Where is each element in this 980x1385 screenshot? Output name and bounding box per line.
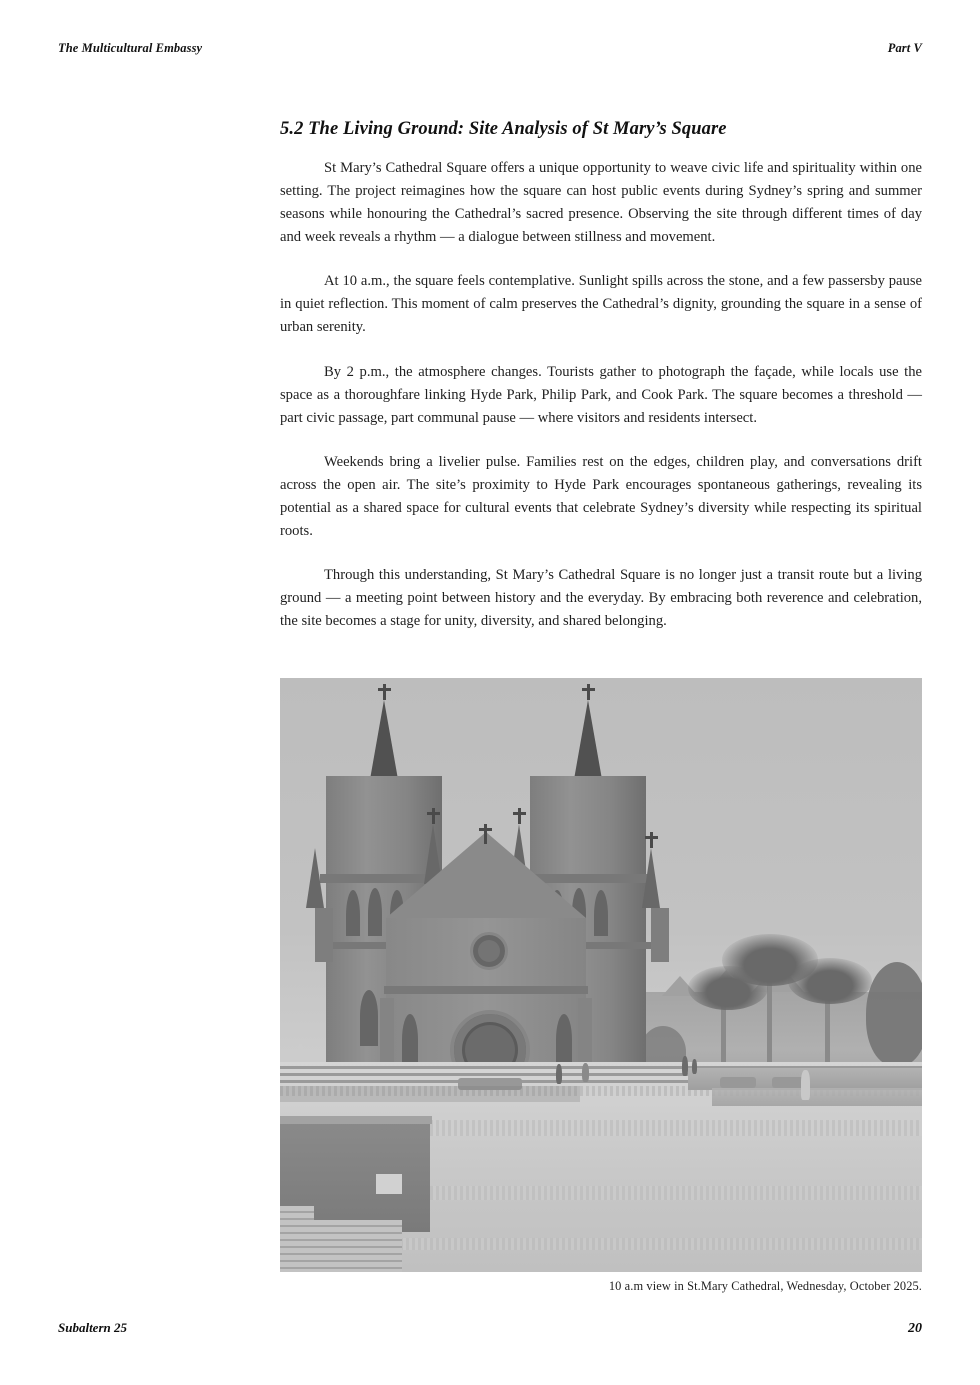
page-footer xyxy=(58,1320,922,1337)
body-paragraph: At 10 a.m., the square feels contemplative. Sunlight spills across the stone, and a few passersby pause in quiet reflection. This moment of calm preserves the Cathedral’s dignity, grounding the square in a sense of urban serenity. xyxy=(280,273,922,336)
pedestrian xyxy=(582,1063,589,1082)
pedestrian xyxy=(692,1059,697,1074)
tower-window xyxy=(368,888,382,936)
planter xyxy=(720,1077,756,1088)
page-title: 5.2 The Living Ground: Site Analysis of St Mary’s Square xyxy=(280,119,727,139)
cross-icon xyxy=(484,824,487,844)
pedestrian xyxy=(801,1070,810,1100)
cross-icon xyxy=(518,808,521,824)
gable-rose-window xyxy=(470,932,508,970)
foreground-stairs xyxy=(280,1206,314,1272)
cross-icon xyxy=(432,808,435,824)
nave-window xyxy=(556,1014,572,1066)
tower-window xyxy=(360,990,378,1046)
body-paragraph: St Mary’s Cathedral Square offers a unique opportunity to weave civic life and spirituality within one setting. The project reimagines how the square can host public events during Sydney’s spring and summer seasons while honouring the Cathedral’s sacred presence. Observing the site through different times of day and week reveals a rhythm — a dialogue between stillness and movement. xyxy=(280,160,922,246)
nave-gable xyxy=(386,832,586,918)
running-head-right: Part V xyxy=(887,41,922,55)
body-paragraph: Weekends bring a livelier pulse. Families rest on the edges, children play, and conversations drift across the open air. The site’s proximity to Hyde Park encourages spontaneous gatherings, revealing its potential as a shared space for cultural events that celebrate Sydney’s diversity while respecting its spiritual roots. xyxy=(280,453,922,539)
cathedral-photograph xyxy=(280,678,922,1272)
figure-caption: 10 a.m view in St.Mary Cathedral, Wednesday, October 2025. xyxy=(608,1279,922,1293)
pinnacle xyxy=(642,848,660,908)
tower-window xyxy=(346,890,360,936)
page-number: 20 xyxy=(908,1321,922,1336)
pinnacle xyxy=(315,908,333,962)
cross-icon xyxy=(383,684,386,700)
figure xyxy=(280,678,922,1294)
running-head xyxy=(58,41,922,56)
nave-window xyxy=(402,1014,418,1066)
pedestrian xyxy=(682,1056,688,1076)
text-column xyxy=(280,118,922,633)
cross-icon xyxy=(587,684,590,700)
pinnacle xyxy=(306,848,324,908)
body-paragraph: By 2 p.m., the atmosphere changes. Tourists gather to photograph the façade, while locals use the space as a thoroughfare linking Hyde Park, Philip Park, and Cook Park. The square becomes a threshold — part civic passage, part communal pause — where visitors and residents intersect. xyxy=(280,363,922,426)
footer-left: Subaltern 25 xyxy=(58,1320,127,1335)
tower-window xyxy=(594,890,608,936)
body-paragraph: Through this understanding, St Mary’s Cathedral Square is no longer just a transit route but a living ground — a meeting point between history and the everyday. By embracing both reverence and celebration, the site becomes a stage for unity, diversity, and shared belonging. xyxy=(280,566,922,629)
nave-cornice xyxy=(384,986,588,994)
background-tree xyxy=(866,962,922,1066)
wall-cap xyxy=(280,1116,432,1124)
cathedral-shadow xyxy=(280,1086,580,1102)
right-terrace-wall xyxy=(712,1088,922,1106)
wall-plaque xyxy=(376,1174,402,1194)
palm-tree xyxy=(788,958,872,1004)
pinnacle xyxy=(651,908,669,962)
pedestrian xyxy=(556,1064,562,1084)
pedestrian xyxy=(298,1044,303,1058)
cross-icon xyxy=(650,832,653,848)
running-head-left: The Multicultural Embassy xyxy=(58,41,203,55)
